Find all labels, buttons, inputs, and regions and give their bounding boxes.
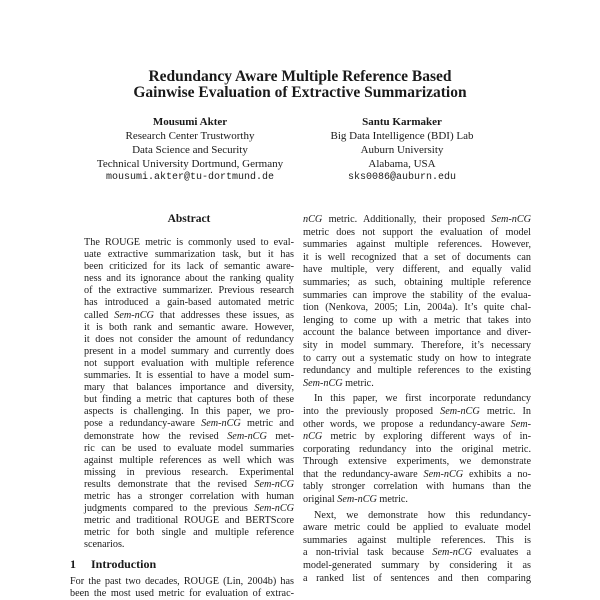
text-line: metric for both single and multiple reference: [84, 527, 294, 539]
text-line: sity in model summary. Therefore, it’s necessary: [303, 339, 531, 351]
right-column-body: [303, 214, 531, 585]
text-line: tably stronger correlation with humans than the: [303, 481, 531, 493]
author-block-2: [272, 115, 532, 185]
text-line: The ROUGE metric is commonly used to eval-: [84, 237, 294, 248]
section-number: 1: [70, 557, 76, 571]
text-line: results demonstrate that the revised Sem-nCG: [84, 478, 294, 490]
text-line: into the previously proposed Sem-nCG metric. In: [303, 405, 531, 417]
text-line: summaries can improve the stability of the evalua-: [303, 289, 531, 301]
text-line: been criticized for its lack of semantic aware-: [84, 261, 294, 273]
text-line: In this paper, we first incorporate redundancy: [314, 393, 531, 405]
author-affiliation: Alabama, USA: [368, 158, 436, 170]
text-line: not support evaluation with multiple reference: [84, 357, 294, 369]
author-affiliation: Technical University Dortmund, Germany: [96, 158, 284, 170]
text-line: corporating redundancy into the original metric.: [303, 443, 531, 455]
text-line: Through extensive experiments, we demonstrate: [303, 456, 531, 468]
text-line: called Sem-nCG that addresses these issues, as: [84, 309, 294, 321]
text-line: summaries; as such, obtaining multiple reference: [303, 276, 531, 288]
text-line: Sem-nCG metric.: [303, 377, 374, 389]
text-line: aware metric could be applied to evaluate model: [303, 522, 531, 534]
text-line: demonstrate how the revised Sem-nCG met-: [84, 430, 294, 442]
abstract-heading: Abstract: [167, 213, 211, 225]
text-line: pose a redundancy-aware Sem-nCG metric and: [84, 418, 294, 430]
text-line: account the balance between importance and diver-: [303, 327, 531, 339]
text-line: scenarios.: [84, 539, 125, 551]
text-line: metric does not support the evaluation of model: [303, 226, 531, 238]
text-line: other words, we propose a redundancy-aware Sem-: [303, 418, 531, 430]
text-line: against multiple references as well which was: [84, 454, 294, 466]
author-affiliation: Big Data Intelligence (BDI) Lab: [330, 130, 474, 142]
title-line: Redundancy Aware Multiple Reference Based: [148, 68, 452, 85]
text-line: nCG metric by exploring different ways of in-: [303, 431, 531, 443]
text-line: metric has a stronger correlation with human: [84, 490, 294, 502]
text-line: summaries. It is essential to have a model sum-: [84, 370, 294, 382]
text-line: present in a model summary and currently does: [84, 345, 294, 357]
section-title: Introduction: [91, 557, 157, 571]
text-line: judgments compared to the previous Sem-nCG: [84, 503, 294, 515]
author-email: mousumi.akter@tu-dortmund.de: [105, 172, 275, 183]
title-line: Gainwise Evaluation of Extractive Summarization: [133, 84, 467, 101]
text-line: nCG metric. Additionally, their proposed Sem-nCG: [303, 214, 531, 225]
paper-title: [0, 69, 600, 101]
author-name: Santu Karmaker: [362, 116, 442, 128]
section-heading-introduction: [70, 557, 156, 571]
text-line: it does not consider the amount of redundancy: [84, 333, 294, 345]
author-affiliation: Data Science and Security: [132, 144, 248, 156]
text-line: tion (Nenkova, 2005; Lin, 2004a). It’s quite chal-: [303, 302, 531, 314]
text-line: been the most used metric for evaluation of extrac-: [70, 588, 294, 599]
text-line: Next, we demonstrate how this redundancy-: [314, 509, 531, 521]
text-line: summaries against multiple references. However,: [303, 239, 531, 251]
author-affiliation: Research Center Trustworthy: [125, 130, 255, 142]
text-line: missing in previous research. Experimental: [84, 466, 294, 478]
text-line: original Sem-nCG metric.: [303, 494, 408, 506]
text-line: but finding a metric that captures both of these: [84, 394, 294, 406]
author-name: Mousumi Akter: [152, 116, 228, 128]
text-line: aspects is challenging. In this paper, we pro-: [84, 406, 294, 418]
text-line: model-generated summary by considering it as: [303, 560, 531, 572]
text-line: a non-trivial task because Sem-nCG evaluates a: [303, 547, 531, 559]
text-line: mary that balances importance and diversity,: [84, 382, 294, 394]
text-line: For the past two decades, ROUGE (Lin, 2004b) has: [70, 576, 294, 587]
text-line: uate extractive summarization task, but it has: [84, 249, 294, 261]
text-line: redundancy and multiple references to the existing: [303, 365, 531, 377]
abstract-body: [84, 237, 294, 551]
text-line: it is well recognized that a set of documents can: [303, 251, 531, 263]
text-line: ness and its ignorance about the ranking quality: [84, 273, 294, 285]
text-line: has introduced a gain-based automated metric: [84, 297, 294, 309]
author-email: sks0086@auburn.edu: [347, 172, 457, 183]
text-line: to carry out a systematic study on how to integrate: [303, 352, 531, 364]
text-line: a ranked list of sentences and then comparing: [303, 572, 531, 584]
text-line: summaries against multiple references. This is: [303, 534, 531, 546]
introduction-body: [70, 576, 294, 600]
text-line: that the redundancy-aware Sem-nCG exhibits a no-: [303, 468, 531, 480]
text-line: lenging to come up with a metric that takes into: [303, 314, 531, 326]
text-line: have multiple, very different, and equally valid: [303, 264, 531, 276]
text-line: of the extractive summarizer. Previous research: [84, 285, 294, 297]
author-affiliation: Auburn University: [360, 144, 444, 156]
text-line: it is both rank and semantic aware. However,: [84, 321, 294, 333]
text-line: ric can be used to evaluate model summaries: [84, 442, 294, 454]
text-line: metric and traditional ROUGE and BERTScore: [84, 515, 294, 527]
